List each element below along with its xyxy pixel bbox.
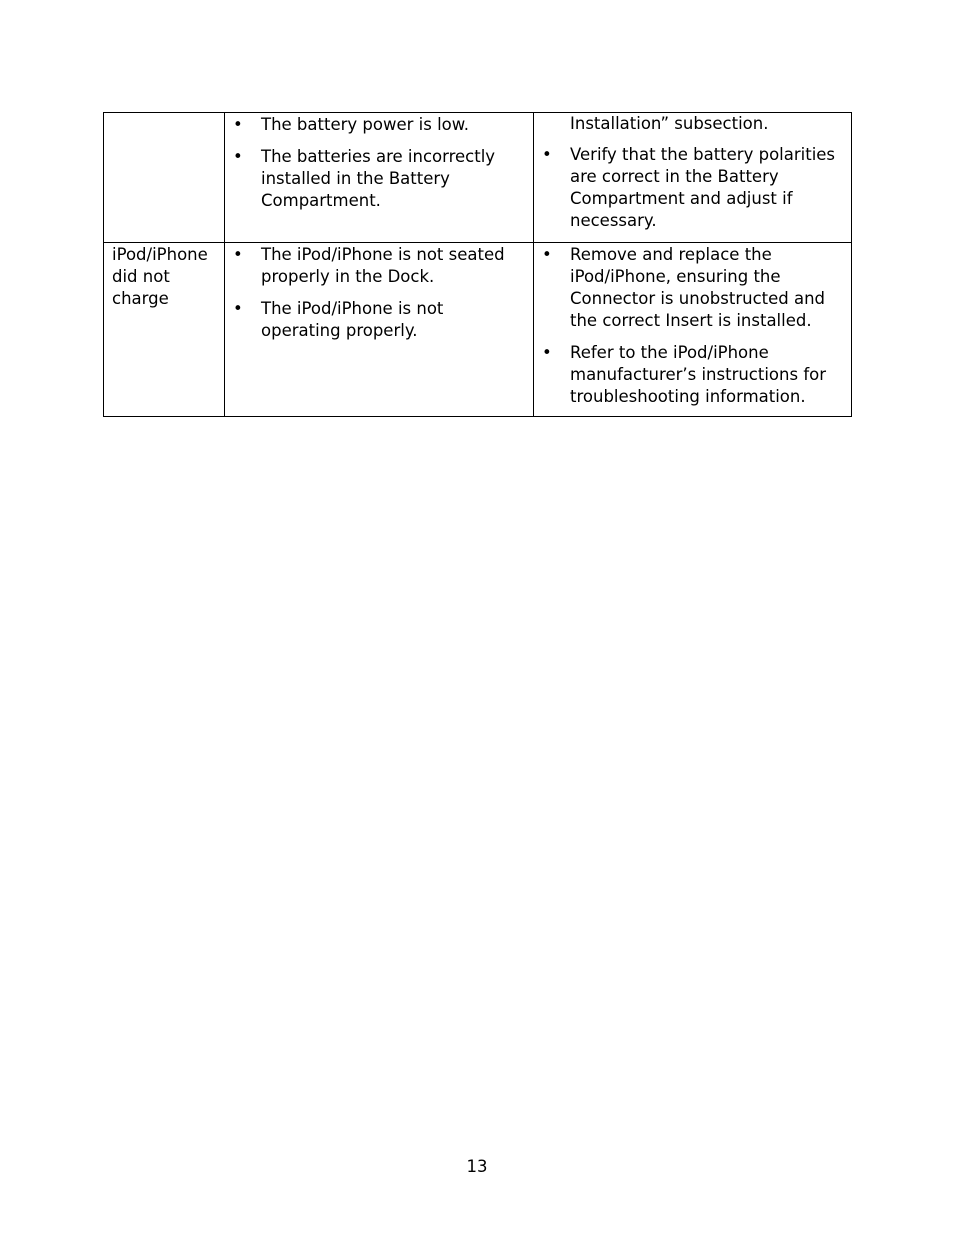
list-item: [225, 298, 533, 342]
table-row: [104, 243, 852, 417]
cause-cell: [225, 113, 534, 243]
bullet-icon: •: [233, 299, 243, 318]
cause-list: [225, 114, 533, 212]
problem-cell: [104, 113, 225, 243]
bullet-icon: •: [542, 145, 552, 164]
cause-text: The iPod/iPhone is not operating properly.: [261, 299, 444, 340]
list-item: [225, 114, 533, 136]
cause-list: [225, 244, 533, 342]
solution-list: [534, 144, 851, 232]
troubleshooting-table: [103, 112, 852, 417]
list-item: [225, 146, 533, 212]
solution-text: Refer to the iPod/iPhone manufacturer’s instructions for troubleshooting information.: [570, 343, 827, 406]
solution-continuation-text: Installation” subsection.: [570, 114, 769, 133]
solution-cell: [534, 243, 852, 417]
bullet-icon: •: [542, 343, 552, 362]
problem-cell: [104, 243, 225, 417]
list-item: [534, 342, 851, 408]
cause-text: The iPod/iPhone is not seated properly in the Dock.: [261, 245, 505, 286]
bullet-icon: •: [542, 245, 552, 264]
solution-cell: [534, 113, 852, 243]
list-item: [534, 244, 851, 332]
page-number: 13: [466, 1157, 488, 1176]
solution-text: Verify that the battery polarities are correct in the Battery Compartment and adjust if necessary.: [570, 145, 836, 230]
bullet-icon: •: [233, 115, 243, 134]
cause-text: The batteries are incorrectly installed in the Battery Compartment.: [261, 147, 496, 210]
problem-text: iPod/iPhone did not charge: [112, 245, 208, 308]
cause-text: The battery power is low.: [261, 115, 469, 134]
list-item: [225, 244, 533, 288]
table-row: [104, 113, 852, 243]
solution-text: Remove and replace the iPod/iPhone, ensuring the Connector is unobstructed and the correct Insert is installed.: [570, 245, 826, 330]
bullet-icon: •: [233, 147, 243, 166]
cause-cell: [225, 243, 534, 417]
solution-list: [534, 244, 851, 408]
list-item: [534, 144, 851, 232]
bullet-icon: •: [233, 245, 243, 264]
